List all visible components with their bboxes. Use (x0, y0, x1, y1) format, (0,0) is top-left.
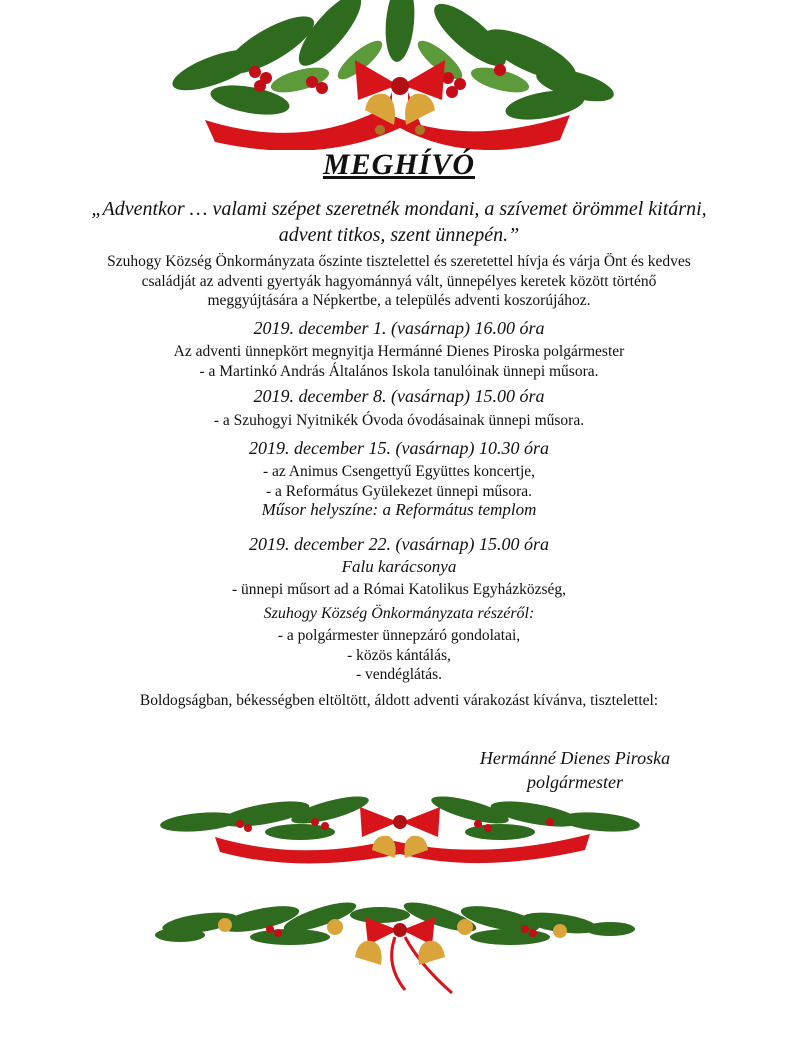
event-subtitle: Falu karácsonya (341, 557, 457, 576)
event-date: 2019. december 22. (vasárnap) 15.00 óra (249, 534, 549, 554)
middle-garland-decoration (0, 792, 798, 872)
event-line: - a Szuhogyi Nyitnikék Óvoda óvodásainak ünnepi műsora. (213, 412, 585, 429)
event-sub-heading: Szuhogy Község Önkormányzata részéről: (263, 605, 535, 622)
event-sub-line: - a polgármester ünnepzáró gondolatai, (277, 627, 521, 644)
event-details (0, 411, 798, 431)
event-details (0, 462, 798, 501)
event-sub-details (0, 626, 798, 685)
event-date: 2019. december 1. (vasárnap) 16.00 óra (253, 318, 545, 338)
quote-line: advent titkos, szent ünnepén.” (278, 224, 520, 246)
bottom-garland-decoration (0, 895, 798, 1000)
event-sub-line: - vendéglátás. (355, 666, 443, 683)
event-line: - a Martinkó András Általános Iskola tanulóinak ünnepi műsora. (199, 362, 599, 380)
top-garland-decoration (0, 0, 798, 150)
intro-line: családját az adventi gyertyák hagyománnyá vált, ünnepélyes keretek között történő (141, 272, 657, 290)
event-venue: Műsor helyszíne: a Református templom (261, 500, 537, 519)
event-date: 2019. december 15. (vasárnap) 10.30 óra (249, 438, 549, 458)
advent-quote (0, 196, 798, 248)
closing-text: Boldogságban, békességben eltöltött, áldott adventi várakozást kívánva, tisztelettel: (139, 692, 659, 709)
intro-line: Szuhogy Község Önkormányzata őszinte tisztelettel és szeretettel hívja és várja Önt és kedves (107, 253, 691, 270)
event-line: Az adventi ünnepkört megnyitja Hermánné Dienes Piroska polgármester (173, 343, 625, 360)
quote-line: „Adventkor … valami szépet szeretnék mondani, a szívemet örömmel kitárni, (91, 198, 707, 220)
page-title: MEGHÍVÓ (322, 148, 476, 181)
event-line: - az Animus Csengettyű Együttes koncertje, (262, 463, 536, 480)
intro-paragraph (0, 252, 798, 311)
signature-role: polgármester (527, 772, 623, 792)
event-details (0, 342, 798, 381)
event-sub-line: - közös kántálás, (347, 646, 451, 664)
event-line: - ünnepi műsort ad a Római Katolikus Egyházközség, (231, 581, 567, 598)
signature (470, 746, 680, 794)
signature-name: Hermánné Dienes Piroska (479, 748, 671, 768)
event-details (0, 580, 798, 600)
event-line: - a Református Gyülekezet ünnepi műsora. (266, 482, 532, 500)
event-date: 2019. december 8. (vasárnap) 15.00 óra (253, 386, 545, 406)
intro-line: meggyújtására a Népkertbe, a település adventi koszorújához. (207, 292, 591, 309)
